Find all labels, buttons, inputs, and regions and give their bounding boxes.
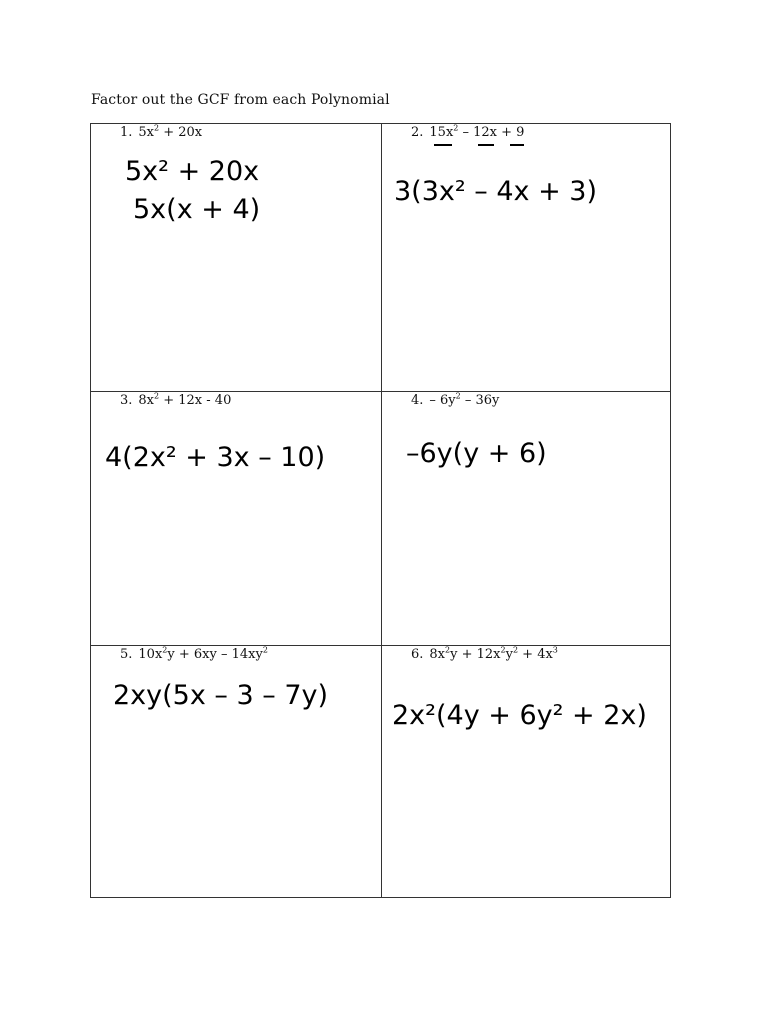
problem-cell-6[interactable]: [382, 646, 671, 898]
problem-6-prompt: 6. $8x^2y + 12x^2y^2 + 4x^3$: [411, 645, 558, 662]
problem-4-handwritten-work: [406, 428, 606, 478]
problem-2-prompt: 2. $15x^2 - 12x + 9$: [411, 123, 525, 140]
handwritten-line: 2x²(4y + 6y² + 2x): [392, 700, 647, 731]
problem-cell-5[interactable]: [91, 646, 381, 898]
problem-2-underline-marks: [434, 138, 534, 152]
handwritten-line: 5x² + 20x: [125, 156, 260, 187]
problem-1-handwritten-work: [121, 154, 351, 234]
worksheet-title: Factor out the GCF from each Polynomial: [91, 92, 390, 108]
problem-cell-1[interactable]: [91, 124, 381, 391]
problem-cell-2[interactable]: [382, 124, 671, 391]
handwritten-line: –6y(y + 6): [406, 438, 547, 469]
handwritten-line: 4(2x² + 3x – 10): [105, 442, 326, 473]
handwritten-line: 3(3x² – 4x + 3): [394, 176, 598, 207]
handwritten-line: 5x(x + 4): [133, 194, 261, 225]
problem-grid: [90, 123, 671, 898]
problem-6-handwritten-work: [392, 684, 652, 744]
problem-cell-3[interactable]: [91, 392, 381, 645]
problem-3-handwritten-work: [105, 432, 375, 482]
problem-4-prompt: 4. – $6y^2 - 36y$: [411, 391, 500, 408]
problem-2-handwritten-work: [394, 166, 654, 216]
problem-5-prompt: 5. $10x^2y + 6xy - 14xy^2$: [120, 645, 268, 662]
problem-3-prompt: 3. $8x^2 + 12x - 40$: [120, 391, 232, 408]
problem-cell-4[interactable]: [382, 392, 671, 645]
problem-1-prompt: 1. $5x^2 + 20x$: [120, 123, 203, 140]
handwritten-line: 2xy(5x – 3 – 7y): [113, 680, 329, 711]
problem-5-handwritten-work: [113, 670, 353, 720]
